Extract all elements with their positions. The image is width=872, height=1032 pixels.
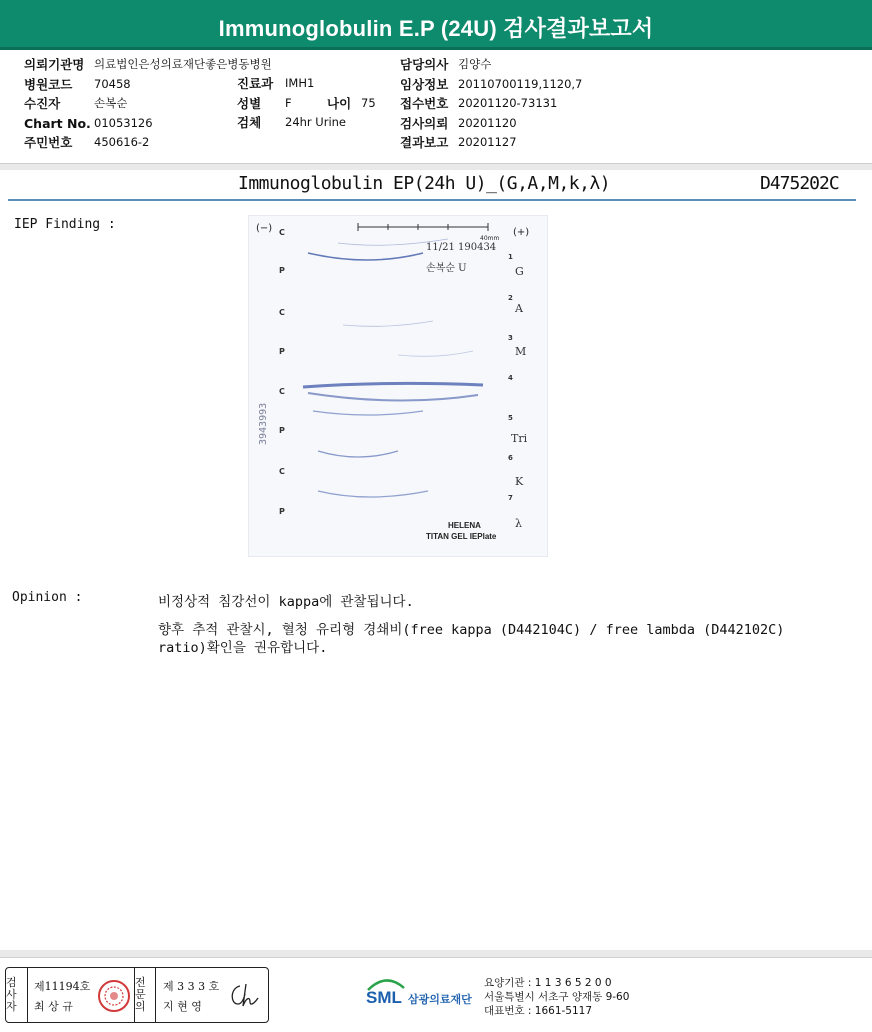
scale-label: 40mm — [480, 235, 500, 242]
trough-number: 7 — [508, 494, 513, 502]
info-label: 담당의사 — [400, 57, 449, 73]
info-left-column — [24, 55, 272, 153]
footer-info — [484, 976, 629, 1018]
well-mark: C — [279, 467, 285, 476]
antiserum-label: λ — [515, 517, 522, 530]
org-name: 삼광의료재단 — [408, 993, 472, 1006]
opinion-label: Opinion : — [12, 590, 83, 605]
info-label: 의뢰기관명 — [24, 57, 85, 73]
gel-side-id: 3943993 — [258, 402, 269, 445]
antiserum-label: Tri — [511, 432, 528, 445]
footer-divider — [0, 950, 872, 958]
trough-number: 2 — [508, 294, 513, 302]
signature-icon — [226, 980, 262, 1012]
info-value: 김양수 — [458, 57, 492, 72]
trough-number: 5 — [508, 414, 513, 422]
sml-logo-text: SML — [366, 988, 402, 1007]
trough-number: 1 — [508, 253, 513, 261]
age-label: 나이 — [327, 95, 352, 111]
info-value: 24hr Urine — [285, 115, 347, 130]
info-value: IMH1 — [285, 76, 315, 91]
neg-pole-label: (−) — [256, 223, 273, 234]
info-right-column — [400, 55, 582, 153]
well-mark: P — [279, 507, 285, 516]
info-value: 01053126 — [94, 115, 153, 130]
doctor-vertical-label: 전문의 — [134, 968, 156, 1022]
footer-line: 서울특별시 서초구 양재동 9-60 — [484, 991, 630, 1003]
info-label: 검체 — [237, 115, 262, 131]
test-title: Immunoglobulin EP(24h U)_(G,A,M,k,λ) — [238, 173, 611, 194]
iep-finding-label: IEP Finding : — [14, 217, 116, 232]
info-label: 진료과 — [237, 76, 274, 92]
well-mark: C — [279, 228, 285, 237]
pos-pole-label: (+) — [513, 227, 530, 238]
well-mark: P — [279, 347, 285, 356]
info-label: Chart No. — [24, 115, 91, 131]
info-value: 20201120 — [458, 115, 517, 130]
inspector-vertical-label: 검사자 — [6, 968, 28, 1022]
gel-patient-name: 손복순 U — [426, 263, 467, 274]
seal-stamp-icon — [96, 978, 132, 1014]
gel-brand-sub: TITAN GEL IEPlate — [426, 532, 497, 541]
antiserum-label: M — [515, 345, 527, 358]
age-value: 75 — [361, 95, 376, 110]
report-title: Immunoglobulin E.P (24U) 검사결과보고서 — [218, 16, 654, 41]
doctor-license-no: 제 3 3 3 호 — [163, 980, 220, 993]
info-value: 의료법인은성의료재단좋은병동병원 — [94, 57, 272, 72]
info-value: 20201120-73131 — [458, 96, 558, 111]
info-value: F — [285, 95, 292, 110]
info-label: 성별 — [237, 95, 262, 111]
info-label: 주민번호 — [24, 135, 73, 151]
footer-line: 대표번호 : 1661-5117 — [484, 1005, 593, 1017]
well-mark: C — [279, 308, 285, 317]
antiserum-label: A — [515, 302, 523, 315]
gel-brand: HELENA — [448, 521, 481, 530]
well-mark: P — [279, 426, 285, 435]
info-label: 임상정보 — [400, 76, 449, 92]
trough-number: 3 — [508, 334, 513, 342]
info-value: 20201127 — [458, 135, 517, 150]
info-value: 70458 — [94, 76, 131, 91]
well-mark: C — [279, 387, 285, 396]
doctor-name: 지 현 영 — [163, 1000, 202, 1013]
trough-number: 6 — [508, 454, 513, 462]
info-label: 접수번호 — [400, 96, 449, 112]
test-code: D475202C — [760, 173, 839, 194]
info-label: 수진자 — [24, 96, 61, 112]
gel-stamp: 11/21 190434 — [426, 242, 497, 253]
info-mid-column — [237, 74, 376, 133]
opinion-text-1: 비정상적 침강선이 kappa에 관찰됩니다. — [158, 594, 414, 610]
signature-box — [5, 967, 269, 1023]
inspector-name: 최 상 규 — [34, 1000, 73, 1013]
info-value: 손복순 — [94, 96, 128, 111]
info-value: 450616-2 — [94, 135, 150, 150]
title-underline — [8, 199, 856, 201]
info-label: 병원코드 — [24, 76, 73, 92]
antiserum-label: K — [515, 475, 524, 488]
info-label: 검사의뢰 — [400, 115, 449, 131]
info-label: 결과보고 — [400, 135, 449, 151]
iep-gel-image — [248, 215, 548, 557]
inspector-license-no: 제11194호 — [34, 980, 91, 993]
section-divider — [0, 163, 872, 170]
info-value: 20110700119,1120,7 — [458, 76, 583, 91]
well-mark: P — [279, 266, 285, 275]
footer-line: 요양기관 : 1 1 3 6 5 2 0 0 — [484, 977, 612, 989]
opinion-text-2: 향후 추적 관찰시, 혈청 유리형 경쇄비(free kappa (D442104C) / free lambda (D442102C) ratio)확인을 권유합니다. — [158, 622, 785, 656]
antiserum-label: G — [515, 265, 524, 278]
trough-number: 4 — [508, 374, 513, 382]
